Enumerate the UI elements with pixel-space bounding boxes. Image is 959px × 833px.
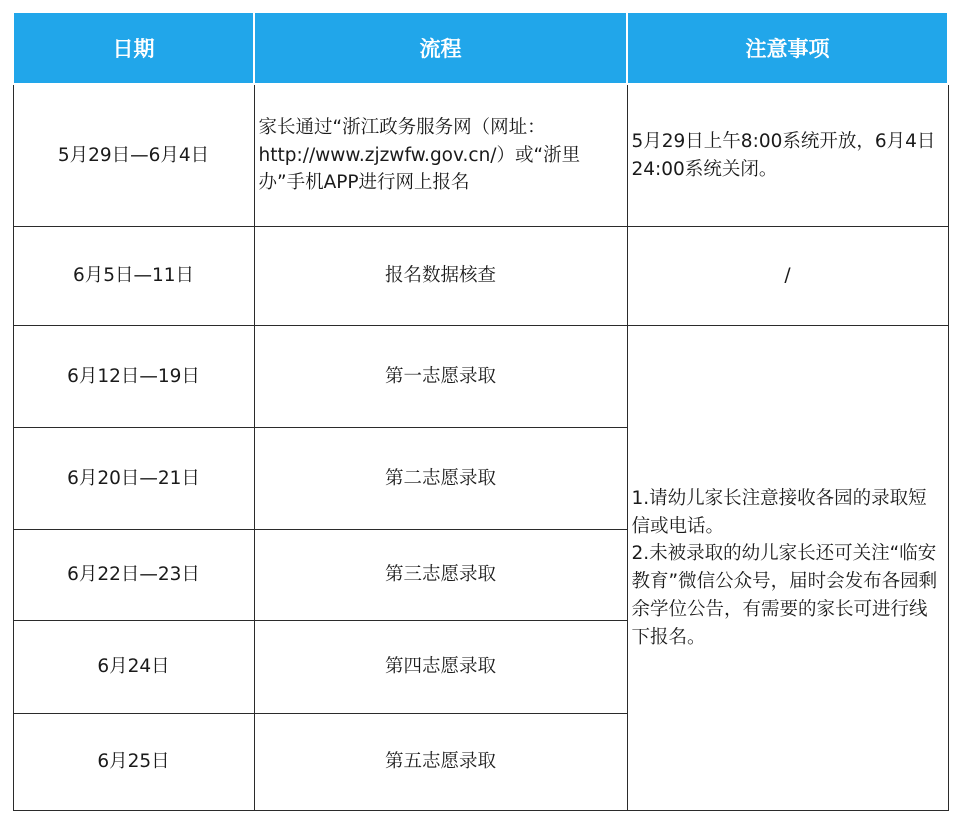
process-cell: 报名数据核查 [254,227,627,326]
date-cell: 6月24日 [13,621,254,714]
merged-note-cell [627,326,948,811]
table-row [13,84,948,227]
date-cell: 6月5日—11日 [13,227,254,326]
process-cell: 第五志愿录取 [254,714,627,811]
process-cell: 第二志愿录取 [254,428,627,530]
table-header [13,12,948,84]
note-cell: 5月29日上午8:00系统开放，6月4日24:00系统关闭。 [627,84,948,227]
table-body [13,84,948,811]
date-cell: 6月12日—19日 [13,326,254,428]
header-date: 日期 [13,12,254,84]
header-row [13,12,948,84]
date-cell: 5月29日—6月4日 [13,84,254,227]
header-process: 流程 [254,12,627,84]
process-cell: 第一志愿录取 [254,326,627,428]
note-item-2: 2.未被录取的幼儿家长还可关注“临安教育”微信公众号，届时会发布各园剩余学位公告，有需要的家长可进行线下报名。 [631,543,938,648]
date-cell: 6月22日—23日 [13,530,254,621]
table-row [13,227,948,326]
date-cell: 6月20日—21日 [13,428,254,530]
enrollment-schedule-table [12,11,949,811]
note-cell: / [627,227,948,326]
process-cell: 家长通过“浙江政务服务网（网址：http://www.zjzwfw.gov.cn/）或“浙里办”手机APP进行网上报名 [254,84,627,227]
date-cell: 6月25日 [13,714,254,811]
process-cell: 第三志愿录取 [254,530,627,621]
note-item-1: 1.请幼儿家长注意接收各园的录取短信或电话。 [631,487,927,537]
header-notes: 注意事项 [627,12,948,84]
process-cell: 第四志愿录取 [254,621,627,714]
table-row [13,326,948,428]
